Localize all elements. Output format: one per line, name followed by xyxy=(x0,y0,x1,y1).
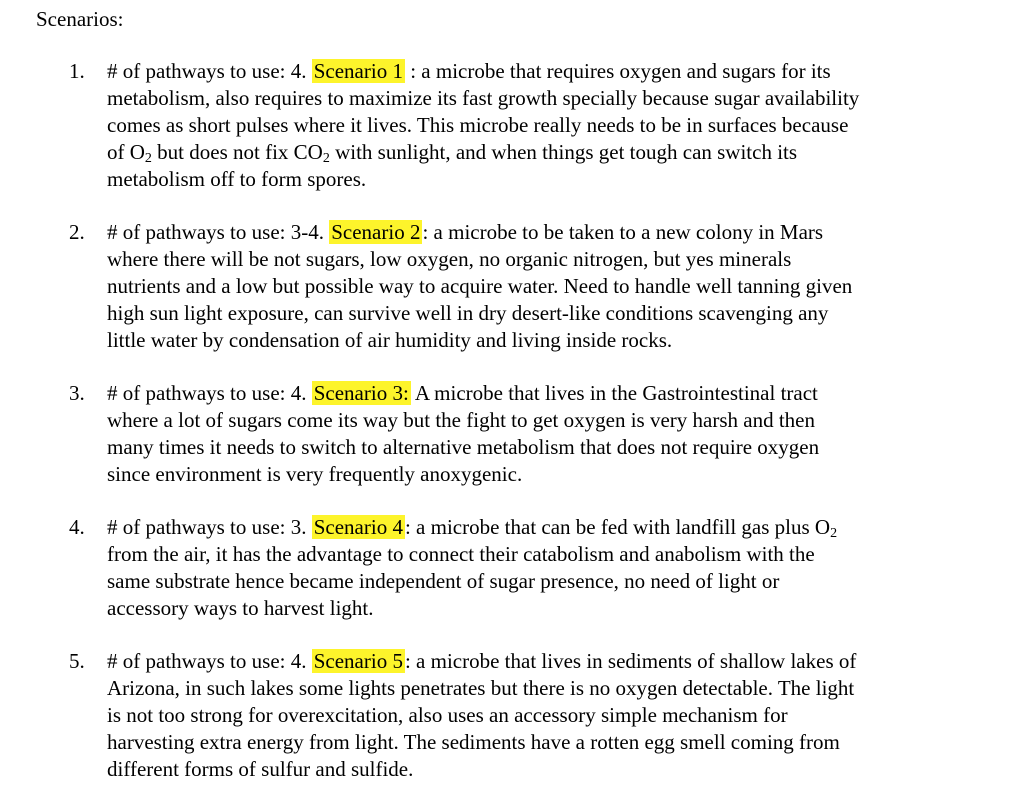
list-number: 1. xyxy=(69,59,85,83)
scenario-line xyxy=(107,648,987,675)
scenario-line xyxy=(107,514,987,541)
pathway-count: # of pathways to use: 4. xyxy=(107,59,307,83)
scenario-line xyxy=(107,58,987,85)
scenario-line: metabolism, also requires to maximize its fast growth specially because sugar availability xyxy=(107,86,860,110)
text-segment: of O xyxy=(107,140,145,164)
text-segment: with sunlight, and when things get tough can switch its xyxy=(329,140,798,164)
list-number: 3. xyxy=(69,381,85,405)
subscript: 2 xyxy=(830,526,838,541)
scenario-item-1 xyxy=(69,58,987,193)
scenario-line: metabolism off to form spores. xyxy=(107,167,367,191)
scenario-text: : a microbe that requires oxygen and sugars for its xyxy=(404,59,831,83)
list-number: 5. xyxy=(69,649,85,673)
scenario-line: harvesting extra energy from light. The sediments have a rotten egg smell coming from xyxy=(107,730,840,754)
scenario-line: same substrate hence became independent of sugar presence, no need of light or xyxy=(107,569,780,593)
scenario-item-3 xyxy=(69,380,987,488)
scenario-line: high sun light exposure, can survive well in dry desert-like conditions scavenging any xyxy=(107,301,829,325)
scenario-line: accessory ways to harvest light. xyxy=(107,596,374,620)
scenario-line: different forms of sulfur and sulfide. xyxy=(107,757,414,781)
scenario-line: little water by condensation of air humidity and living inside rocks. xyxy=(107,328,673,352)
scenario-line: where a lot of sugars come its way but the fight to get oxygen is very harsh and then xyxy=(107,408,815,432)
scenario-line: nutrients and a low but possible way to acquire water. Need to handle well tanning given xyxy=(107,274,853,298)
scenario-line: Arizona, in such lakes some lights penetrates but there is no oxygen detectable. The light xyxy=(107,676,855,700)
subscript: 2 xyxy=(322,151,330,166)
pathway-count: # of pathways to use: 3. xyxy=(107,515,307,539)
pathway-count: # of pathways to use: 4. xyxy=(107,649,307,673)
list-number: 4. xyxy=(69,515,85,539)
scenario-line: is not too strong for overexcitation, also uses an accessory simple mechanism for xyxy=(107,703,788,727)
scenario-line: from the air, it has the advantage to connect their catabolism and anabolism with the xyxy=(107,542,815,566)
scenario-text: : a microbe to be taken to a new colony in Mars xyxy=(422,220,824,244)
scenario-label-highlight: Scenario 4 xyxy=(313,515,403,539)
scenario-item-4 xyxy=(69,514,987,622)
scenario-label-highlight: Scenario 1 xyxy=(313,59,403,83)
scenario-item-5 xyxy=(69,648,987,783)
scenario-line xyxy=(107,380,987,407)
scenario-line: where there will be not sugars, low oxygen, no organic nitrogen, but yes minerals xyxy=(107,247,792,271)
subscript: 2 xyxy=(144,151,152,166)
scenario-label-highlight: Scenario 5 xyxy=(313,649,403,673)
scenario-item-2 xyxy=(69,219,987,354)
pathway-count: # of pathways to use: 3-4. xyxy=(107,220,324,244)
scenario-line xyxy=(107,139,987,166)
scenario-label-highlight: Scenario 3: xyxy=(313,381,409,405)
scenario-line xyxy=(107,219,987,246)
text-segment: but does not fix CO xyxy=(151,140,323,164)
scenario-label-highlight: Scenario 2 xyxy=(331,220,421,244)
page-heading: Scenarios: xyxy=(36,7,124,31)
scenario-text: A microbe that lives in the Gastrointestinal tract xyxy=(410,381,818,405)
scenario-text: : a microbe that lives in sediments of shallow lakes of xyxy=(404,649,857,673)
list-number: 2. xyxy=(69,220,85,244)
scenario-text: : a microbe that can be fed with landfill gas plus O xyxy=(404,515,831,539)
scenario-line: since environment is very frequently anoxygenic. xyxy=(107,462,523,486)
scenario-line: comes as short pulses where it lives. This microbe really needs to be in surfaces because xyxy=(107,113,849,137)
pathway-count: # of pathways to use: 4. xyxy=(107,381,307,405)
scenario-line: many times it needs to switch to alternative metabolism that does not require oxygen xyxy=(107,435,820,459)
